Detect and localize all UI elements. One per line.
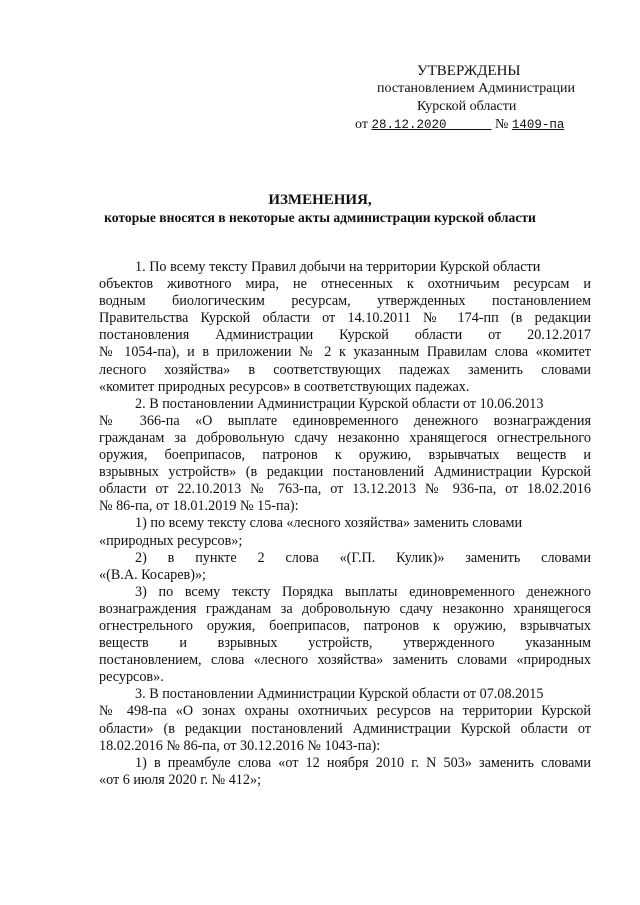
approval-line: постановлением Администрации	[377, 81, 575, 96]
body-line: «природных ресурсов»;	[99, 532, 243, 549]
body-line: гражданам за добровольную сдачу незаконно хранящегося огнестрельного	[99, 429, 591, 446]
body-line: 1) по всему тексту слова «лесного хозяйства» заменить словами	[135, 515, 523, 532]
body-line: «(В.А. Косарев)»;	[99, 566, 206, 583]
body-line: № 498-па «О зонах охраны охотничьих ресурсов на территории Курской	[99, 703, 591, 720]
document-title: ИЗМЕНЕНИЯ,	[268, 192, 372, 208]
number-label: №	[494, 117, 509, 132]
approval-stamp	[355, 62, 605, 134]
approval-number: 1409-па	[511, 118, 565, 132]
body-line: лесного хозяйства» в соответствующих падежах заменить словами	[99, 361, 591, 378]
body-line: «комитет природных ресурсов» в соответствующих падежах.	[99, 378, 470, 395]
body-line: 2) в пункте 2 слова «(Г.П. Кулик)» заменить словами	[135, 549, 591, 566]
document-body	[99, 259, 591, 789]
body-line: 1) в преамбуле слова «от 12 ноября 2010 г. N 503» заменить словами	[135, 754, 591, 771]
body-line: № 1054-па), и в приложении № 2 к указанным Правилам слова «комитет	[99, 344, 591, 361]
body-line: оружия, боеприпасов, патронов к оружию, взрывчатых веществ и	[99, 447, 591, 464]
body-line: Правительства Курской области от 14.10.2011 № 174-пп (в редакции	[99, 310, 591, 327]
body-line: водным биологическим ресурсам, утвержденных постановлением	[99, 293, 591, 310]
body-line: № 86-па, от 18.01.2019 № 15-па):	[99, 498, 299, 515]
approval-region: Курской области	[417, 99, 517, 114]
body-line: 3) по всему тексту Порядка выплаты единовременного денежного	[135, 583, 591, 600]
body-line: ресурсов».	[99, 669, 164, 686]
body-line: 3. В постановлении Администрации Курской области от 07.08.2015	[135, 686, 544, 703]
body-line: 18.02.2016 № 86-па, от 30.12.2016 № 1043-па):	[99, 737, 381, 754]
body-line: области» (в редакции постановлений Администрации Курской области от	[99, 720, 591, 737]
body-line: области от 22.10.2013 № 763-па, от 13.12.2013 № 936-па, от 18.02.2016	[99, 481, 591, 498]
body-line: № 366-па «О выплате единовременного денежного вознаграждения	[99, 412, 591, 429]
body-line: 2. В постановлении Администрации Курской области от 10.06.2013	[135, 395, 544, 412]
approval-date-line	[355, 116, 605, 134]
document-subtitle: которые вносятся в некоторые акты администрации курской области	[104, 210, 536, 225]
body-line: 1. По всему тексту Правил добычи на территории Курской области	[135, 259, 541, 275]
body-line: вознаграждения гражданам за добровольную сдачу незаконно хранящегося	[99, 600, 591, 617]
body-line: постановления Администрации Курской области от 20.12.2017	[99, 327, 591, 344]
body-line: огнестрельного оружия, боеприпасов, патронов к оружию, взрывчатых	[99, 617, 591, 634]
from-label: от	[355, 117, 368, 132]
body-line: объектов животного мира, не отнесенных к охотничьим ресурсам и	[99, 276, 591, 293]
body-line: веществ и взрывных устройств, утвержденного указанным	[99, 635, 591, 652]
body-line: взрывных устройств» (в редакции постановлений Администрации Курской	[99, 464, 591, 481]
approval-heading: УТВЕРЖДЕНЫ	[417, 63, 521, 79]
body-line: постановлением, слова «лесного хозяйства» заменить словами «природных	[99, 652, 591, 669]
approval-date: 28.12.2020	[371, 118, 447, 132]
body-line: «от 6 июля 2020 г. № 412»;	[99, 771, 262, 788]
